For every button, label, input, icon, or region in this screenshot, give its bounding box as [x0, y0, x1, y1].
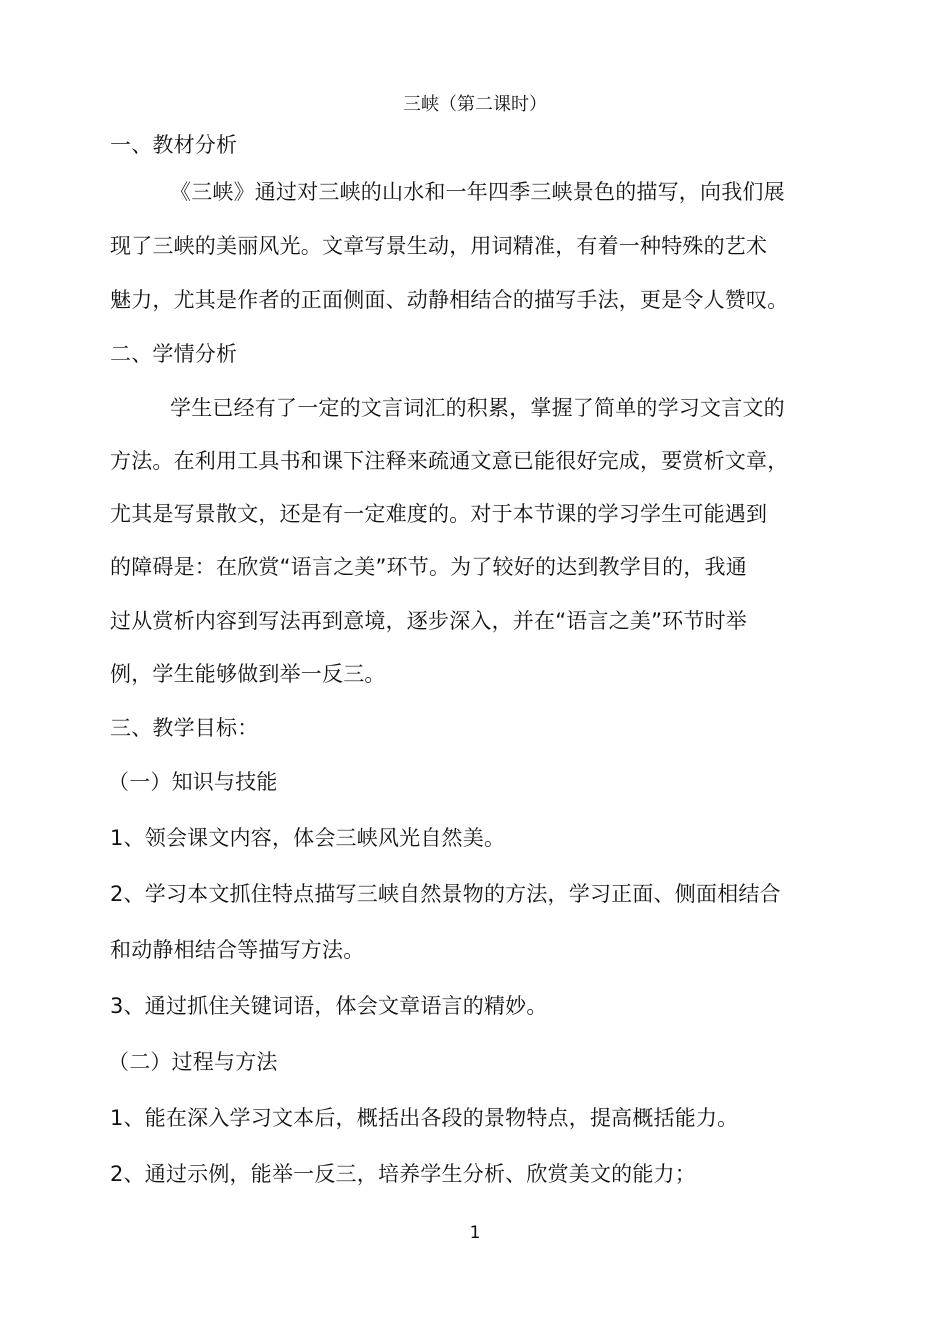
section-heading-students: 二、学情分析 — [110, 342, 238, 366]
paragraph-line: 现了三峡的美丽风光。文章写景生动，用词精准，有着一种特殊的艺术 — [110, 234, 768, 258]
paragraph-line: 的障碍是：在欣赏“语言之美”环节。为了较好的达到教学目的，我通 — [110, 555, 747, 579]
list-item-continuation: 和动静相结合等描写方法。 — [110, 938, 365, 962]
list-item: 1、领会课文内容，体会三峡风光自然美。 — [110, 826, 506, 850]
section-heading-objectives: 三、教学目标： — [110, 716, 259, 740]
subsection-heading-process: （二）过程与方法 — [108, 1050, 278, 1074]
page-number: 1 — [469, 1223, 481, 1243]
list-item: 1、能在深入学习文本后，概括出各段的景物特点，提高概括能力。 — [110, 1106, 739, 1130]
paragraph-line: 魅力，尤其是作者的正面侧面、动静相结合的描写手法，更是令人赞叹。 — [110, 288, 789, 312]
paragraph-line: 尤其是写景散文，还是有一定难度的。对于本节课的学习学生可能遇到 — [110, 502, 768, 526]
paragraph-line: 过从赏析内容到写法再到意境，逐步深入，并在“语言之美”环节时举 — [110, 609, 747, 633]
list-item: 2、通过示例，能举一反三，培养学生分析、欣赏美文的能力； — [110, 1162, 696, 1186]
section-heading-materials: 一、教材分析 — [110, 133, 238, 157]
subsection-heading-knowledge: （一）知识与技能 — [108, 770, 278, 794]
list-item: 3、通过抓住关键词语，体会文章语言的精妙。 — [110, 994, 548, 1018]
paragraph-line: 《三峡》通过对三峡的山水和一年四季三峡景色的描写，向我们展 — [170, 180, 785, 204]
paragraph-line: 学生已经有了一定的文言词汇的积累，掌握了简单的学习文言文的 — [170, 396, 785, 420]
list-item: 2、学习本文抓住特点描写三峡自然景物的方法，学习正面、侧面相结合 — [110, 882, 781, 906]
paragraph-line: 例，学生能够做到举一反三。 — [110, 662, 386, 686]
paragraph-line: 方法。在利用工具书和课下注释来疏通文意已能很好完成，要赏析文章， — [110, 449, 789, 473]
document-title: 三峡（第二课时） — [403, 94, 547, 115]
